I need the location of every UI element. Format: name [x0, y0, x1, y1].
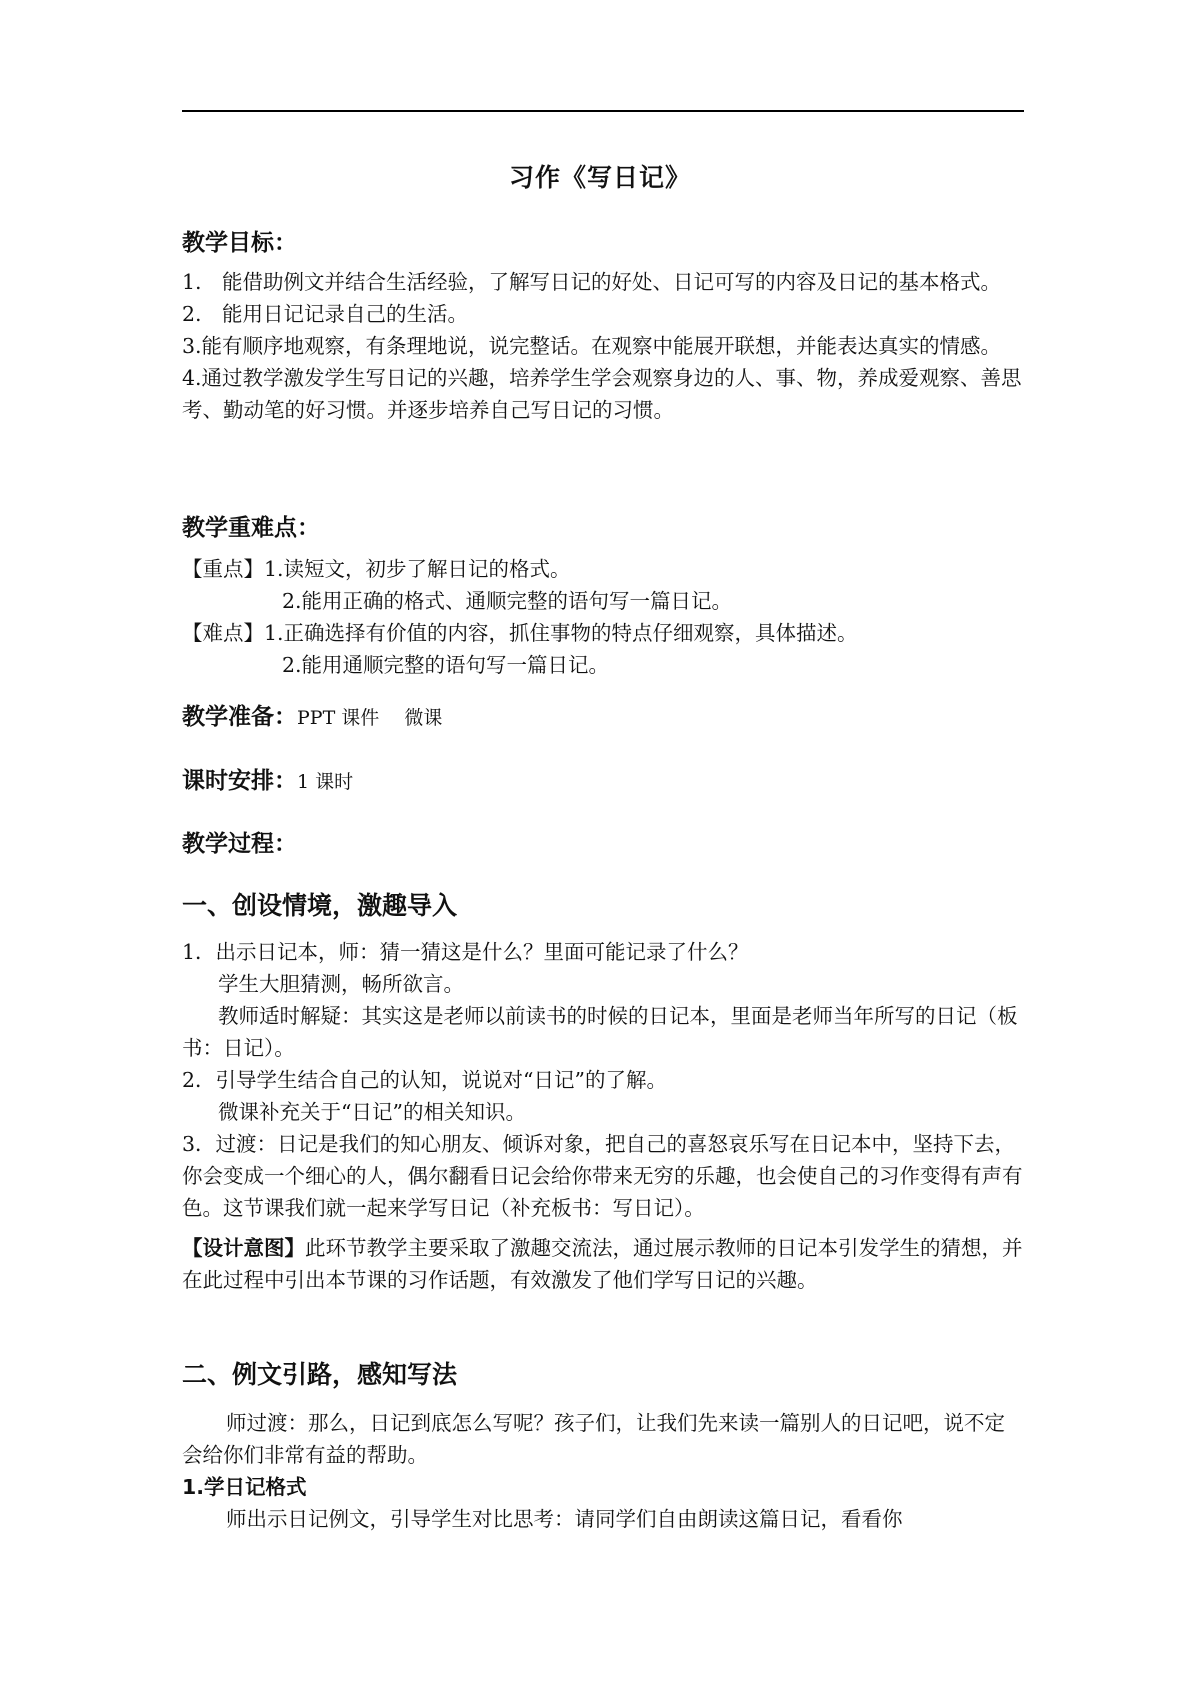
schedule-label: 课时安排： — [182, 768, 297, 794]
focus-item: 1.读短文，初步了解日记的格式。 — [264, 557, 571, 581]
focus-tag: 【重点】 — [182, 557, 264, 581]
section-1-paragraph: 2．引导学生结合自己的认知，说说对“日记”的了解。 — [182, 1068, 668, 1092]
focus-item: 2.能用正确的格式、通顺完整的语句写一篇日记。 — [282, 589, 733, 613]
section-1 — [182, 888, 1024, 1296]
section-1-paragraph: 微课补充关于“日记”的相关知识。 — [218, 1100, 526, 1124]
section-1-paragraph: 1．出示日记本，师：猜一猜这是什么？里面可能记录了什么？ — [182, 940, 749, 964]
design-intent-tag: 【设计意图】 — [182, 1236, 305, 1260]
key-points-heading: 教学重难点： — [182, 515, 320, 541]
preparation-section — [182, 700, 1024, 735]
difficulty-item: 2.能用通顺完整的语句写一篇日记。 — [282, 653, 610, 677]
preparation-label: 教学准备： — [182, 704, 297, 730]
section-1-heading: 一、创设情境，激趣导入 — [182, 891, 458, 920]
schedule-line — [182, 764, 1024, 799]
section-1-paragraph: 教师适时解疑：其实这是老师以前读书的时候的日记本，里面是老师当年所写的日记（板书：日记）。 — [182, 1004, 1018, 1060]
section-1-paragraph: 3．过渡：日记是我们的知心朋友、倾诉对象，把自己的喜怒哀乐写在日记本中，坚持下去，你会变成一个细心的人，偶尔翻看日记会给你带来无穷的乐趣，也会使自己的习作变得有声有色。这节课我们就一起来学写日记（补充板书：写日记）。 — [182, 1132, 1023, 1220]
preparation-value: PPT 课件 微课 — [297, 707, 443, 729]
focus-row — [182, 553, 1024, 585]
design-intent — [182, 1232, 1024, 1296]
section-2-heading: 二、例文引路，感知写法 — [182, 1360, 458, 1389]
objective-item: 3.能有顺序地观察，有条理地说，说完整话。在观察中能展开联想，并能表达真实的情感。 — [182, 334, 1002, 358]
key-points-section — [182, 511, 1024, 681]
difficulty-item: 1.正确选择有价值的内容，抓住事物的特点仔细观察，具体描述。 — [264, 621, 858, 645]
objective-item: 1. 能借助例文并结合生活经验，了解写日记的好处、日记可写的内容及日记的基本格式。 — [182, 270, 1002, 294]
preparation-line — [182, 700, 1024, 735]
objectives-heading: 教学目标： — [182, 230, 297, 256]
objectives-section — [182, 226, 1024, 426]
difficulty-tag: 【难点】 — [182, 621, 264, 645]
document-title: 习作《写日记》 — [508, 163, 691, 192]
process-section — [182, 827, 1024, 861]
difficulty-row — [182, 617, 1024, 649]
design-intent-text: 此环节教学主要采取了激趣交流法，通过展示教师的日记本引发学生的猜想，并在此过程中引出本节课的习作话题，有效激发了他们学写日记的兴趣。 — [182, 1236, 1023, 1292]
section-2 — [182, 1357, 1024, 1535]
objective-item: 2. 能用日记记录自己的生活。 — [182, 302, 469, 326]
schedule-value: 1 课时 — [297, 771, 354, 793]
section-1-paragraph: 学生大胆猜测，畅所欲言。 — [218, 972, 464, 996]
schedule-section — [182, 764, 1024, 799]
process-heading: 教学过程： — [182, 831, 297, 857]
section-2-paragraph: 师出示日记例文，引导学生对比思考：请同学们自由朗读这篇日记，看看你 — [226, 1507, 903, 1531]
objective-item: 4.通过教学激发学生写日记的兴趣，培养学生学会观察身边的人、事、物，养成爱观察、善思考、勤动笔的好习惯。并逐步培养自己写日记的习惯。 — [182, 366, 1022, 422]
header-rule — [182, 110, 1024, 112]
section-2-subheading: 1.学日记格式 — [182, 1475, 307, 1499]
section-2-paragraph: 师过渡：那么，日记到底怎么写呢？孩子们，让我们先来读一篇别人的日记吧，说不定会给你们非常有益的帮助。 — [182, 1411, 1005, 1467]
